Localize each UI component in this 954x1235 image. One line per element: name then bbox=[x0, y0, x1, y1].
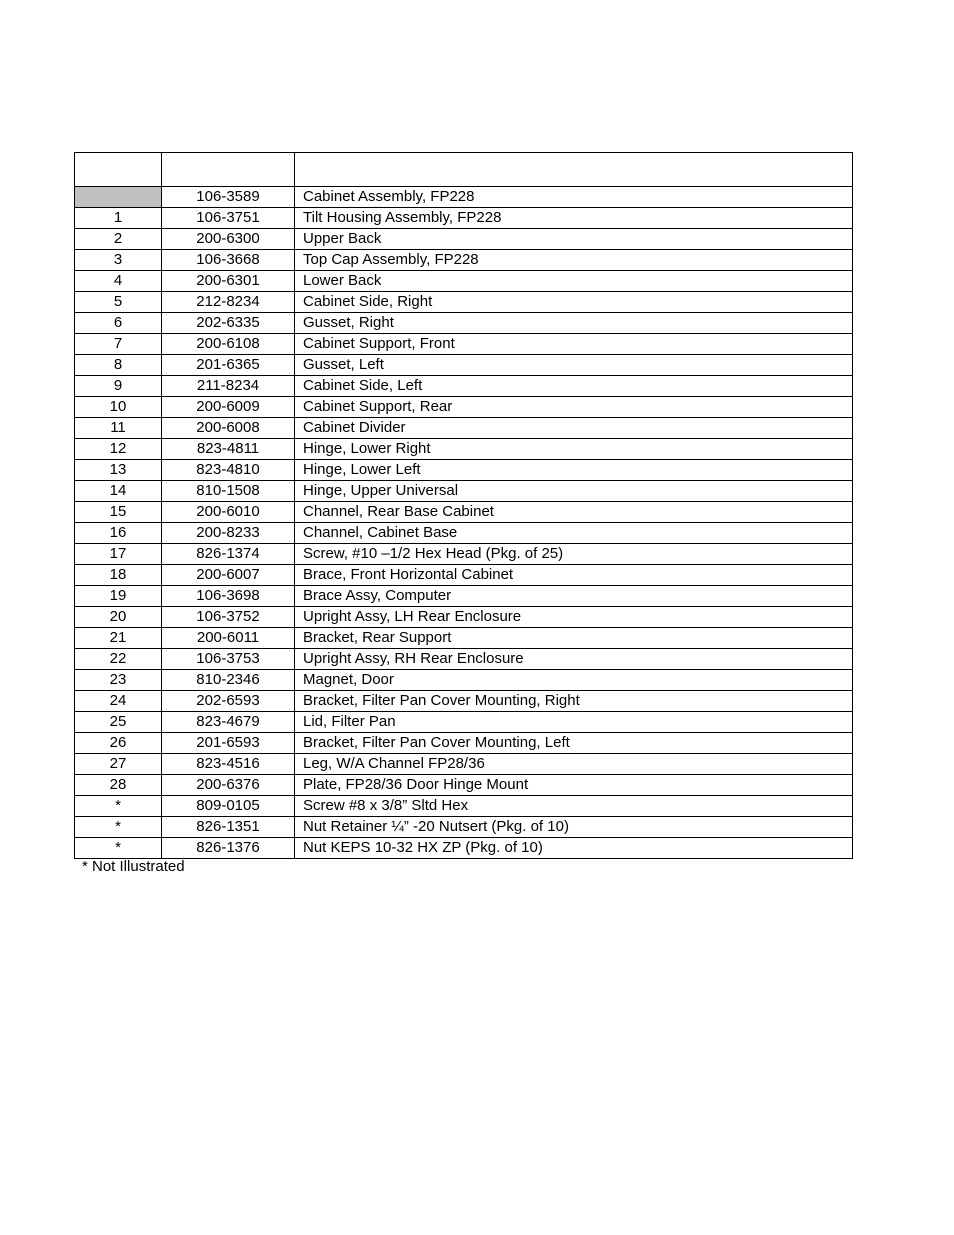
item-number-cell: 1 bbox=[75, 208, 162, 229]
description-cell: Upright Assy, LH Rear Enclosure bbox=[295, 607, 853, 628]
table-row bbox=[75, 355, 853, 376]
table-row bbox=[75, 775, 853, 796]
part-number-cell: 106-3751 bbox=[162, 208, 295, 229]
part-number-cell: 106-3753 bbox=[162, 649, 295, 670]
item-number-cell: 5 bbox=[75, 292, 162, 313]
table-row bbox=[75, 460, 853, 481]
item-number-cell: 26 bbox=[75, 733, 162, 754]
table-row bbox=[75, 838, 853, 859]
description-cell: Upright Assy, RH Rear Enclosure bbox=[295, 649, 853, 670]
part-number-cell: 810-2346 bbox=[162, 670, 295, 691]
description-cell: Bracket, Rear Support bbox=[295, 628, 853, 649]
item-number-cell: * bbox=[75, 838, 162, 859]
part-number-cell: 106-3698 bbox=[162, 586, 295, 607]
item-number-cell: 21 bbox=[75, 628, 162, 649]
part-number-cell: 202-6593 bbox=[162, 691, 295, 712]
description-cell: Cabinet Divider bbox=[295, 418, 853, 439]
part-number-cell: 200-6301 bbox=[162, 271, 295, 292]
description-cell: Cabinet Assembly, FP228 bbox=[295, 187, 853, 208]
table-row bbox=[75, 502, 853, 523]
part-number-cell: 200-6008 bbox=[162, 418, 295, 439]
part-number-cell: 200-6009 bbox=[162, 397, 295, 418]
item-number-cell: 11 bbox=[75, 418, 162, 439]
part-number-cell: 823-4810 bbox=[162, 460, 295, 481]
item-number-cell: 3 bbox=[75, 250, 162, 271]
part-number-cell: 826-1351 bbox=[162, 817, 295, 838]
description-cell: Channel, Cabinet Base bbox=[295, 523, 853, 544]
description-cell: Cabinet Support, Rear bbox=[295, 397, 853, 418]
part-number-cell: 201-6365 bbox=[162, 355, 295, 376]
table-row bbox=[75, 313, 853, 334]
table-row bbox=[75, 544, 853, 565]
table-row bbox=[75, 817, 853, 838]
item-number-cell: 27 bbox=[75, 754, 162, 775]
header-description-cell bbox=[295, 153, 853, 187]
part-number-cell: 202-6335 bbox=[162, 313, 295, 334]
header-item-cell bbox=[75, 153, 162, 187]
table-row bbox=[75, 439, 853, 460]
part-number-cell: 200-6376 bbox=[162, 775, 295, 796]
description-cell: Gusset, Right bbox=[295, 313, 853, 334]
description-cell: Screw #8 x 3/8” Sltd Hex bbox=[295, 796, 853, 817]
item-number-cell: 25 bbox=[75, 712, 162, 733]
part-number-cell: 823-4811 bbox=[162, 439, 295, 460]
table-row bbox=[75, 187, 853, 208]
table-row bbox=[75, 628, 853, 649]
description-cell: Lower Back bbox=[295, 271, 853, 292]
item-number-cell bbox=[75, 187, 162, 208]
part-number-cell: 200-6300 bbox=[162, 229, 295, 250]
table-row bbox=[75, 271, 853, 292]
item-number-cell: 18 bbox=[75, 565, 162, 586]
parts-list-table bbox=[74, 152, 853, 859]
part-number-cell: 200-6007 bbox=[162, 565, 295, 586]
table-row bbox=[75, 229, 853, 250]
table-header-row bbox=[75, 153, 853, 187]
item-number-cell: 2 bbox=[75, 229, 162, 250]
item-number-cell: 19 bbox=[75, 586, 162, 607]
table-row bbox=[75, 523, 853, 544]
part-number-cell: 823-4679 bbox=[162, 712, 295, 733]
table-row bbox=[75, 586, 853, 607]
table-row bbox=[75, 670, 853, 691]
description-cell: Brace Assy, Computer bbox=[295, 586, 853, 607]
item-number-cell: 7 bbox=[75, 334, 162, 355]
header-part-number-cell bbox=[162, 153, 295, 187]
item-number-cell: 8 bbox=[75, 355, 162, 376]
part-number-cell: 200-6108 bbox=[162, 334, 295, 355]
description-cell: Channel, Rear Base Cabinet bbox=[295, 502, 853, 523]
description-cell: Tilt Housing Assembly, FP228 bbox=[295, 208, 853, 229]
description-cell: Bracket, Filter Pan Cover Mounting, Right bbox=[295, 691, 853, 712]
table-row bbox=[75, 754, 853, 775]
table-row bbox=[75, 418, 853, 439]
footnote-not-illustrated: * Not Illustrated bbox=[82, 858, 185, 875]
description-cell: Lid, Filter Pan bbox=[295, 712, 853, 733]
item-number-cell: 24 bbox=[75, 691, 162, 712]
item-number-cell: 23 bbox=[75, 670, 162, 691]
description-cell: Hinge, Lower Right bbox=[295, 439, 853, 460]
description-cell: Cabinet Side, Left bbox=[295, 376, 853, 397]
description-cell: Plate, FP28/36 Door Hinge Mount bbox=[295, 775, 853, 796]
table-row bbox=[75, 565, 853, 586]
part-number-cell: 106-3589 bbox=[162, 187, 295, 208]
table-row bbox=[75, 397, 853, 418]
description-cell: Screw, #10 –1/2 Hex Head (Pkg. of 25) bbox=[295, 544, 853, 565]
item-number-cell: 20 bbox=[75, 607, 162, 628]
item-number-cell: 14 bbox=[75, 481, 162, 502]
description-cell: Bracket, Filter Pan Cover Mounting, Left bbox=[295, 733, 853, 754]
part-number-cell: 211-8234 bbox=[162, 376, 295, 397]
description-cell: Hinge, Lower Left bbox=[295, 460, 853, 481]
part-number-cell: 826-1376 bbox=[162, 838, 295, 859]
table-row bbox=[75, 376, 853, 397]
table-row bbox=[75, 481, 853, 502]
item-number-cell: 12 bbox=[75, 439, 162, 460]
part-number-cell: 809-0105 bbox=[162, 796, 295, 817]
part-number-cell: 106-3668 bbox=[162, 250, 295, 271]
description-cell: Magnet, Door bbox=[295, 670, 853, 691]
description-cell: Cabinet Support, Front bbox=[295, 334, 853, 355]
part-number-cell: 200-8233 bbox=[162, 523, 295, 544]
description-cell: Hinge, Upper Universal bbox=[295, 481, 853, 502]
parts-table-body bbox=[75, 153, 853, 859]
part-number-cell: 810-1508 bbox=[162, 481, 295, 502]
description-cell: Brace, Front Horizontal Cabinet bbox=[295, 565, 853, 586]
description-cell: Upper Back bbox=[295, 229, 853, 250]
part-number-cell: 826-1374 bbox=[162, 544, 295, 565]
part-number-cell: 823-4516 bbox=[162, 754, 295, 775]
item-number-cell: * bbox=[75, 796, 162, 817]
table-row bbox=[75, 334, 853, 355]
description-cell: Gusset, Left bbox=[295, 355, 853, 376]
part-number-cell: 212-8234 bbox=[162, 292, 295, 313]
description-cell: Leg, W/A Channel FP28/36 bbox=[295, 754, 853, 775]
part-number-cell: 200-6011 bbox=[162, 628, 295, 649]
item-number-cell: 4 bbox=[75, 271, 162, 292]
table-row bbox=[75, 250, 853, 271]
table-row bbox=[75, 691, 853, 712]
part-number-cell: 200-6010 bbox=[162, 502, 295, 523]
table-row bbox=[75, 796, 853, 817]
table-row bbox=[75, 292, 853, 313]
item-number-cell: 15 bbox=[75, 502, 162, 523]
item-number-cell: 22 bbox=[75, 649, 162, 670]
table-row bbox=[75, 712, 853, 733]
item-number-cell: * bbox=[75, 817, 162, 838]
item-number-cell: 28 bbox=[75, 775, 162, 796]
table-row bbox=[75, 208, 853, 229]
description-cell: Cabinet Side, Right bbox=[295, 292, 853, 313]
item-number-cell: 9 bbox=[75, 376, 162, 397]
item-number-cell: 10 bbox=[75, 397, 162, 418]
table-row bbox=[75, 733, 853, 754]
item-number-cell: 6 bbox=[75, 313, 162, 334]
item-number-cell: 13 bbox=[75, 460, 162, 481]
description-cell: Nut KEPS 10-32 HX ZP (Pkg. of 10) bbox=[295, 838, 853, 859]
item-number-cell: 17 bbox=[75, 544, 162, 565]
table-row bbox=[75, 607, 853, 628]
table-row bbox=[75, 649, 853, 670]
item-number-cell: 16 bbox=[75, 523, 162, 544]
description-cell: Top Cap Assembly, FP228 bbox=[295, 250, 853, 271]
part-number-cell: 201-6593 bbox=[162, 733, 295, 754]
part-number-cell: 106-3752 bbox=[162, 607, 295, 628]
description-cell: Nut Retainer ¼” -20 Nutsert (Pkg. of 10) bbox=[295, 817, 853, 838]
